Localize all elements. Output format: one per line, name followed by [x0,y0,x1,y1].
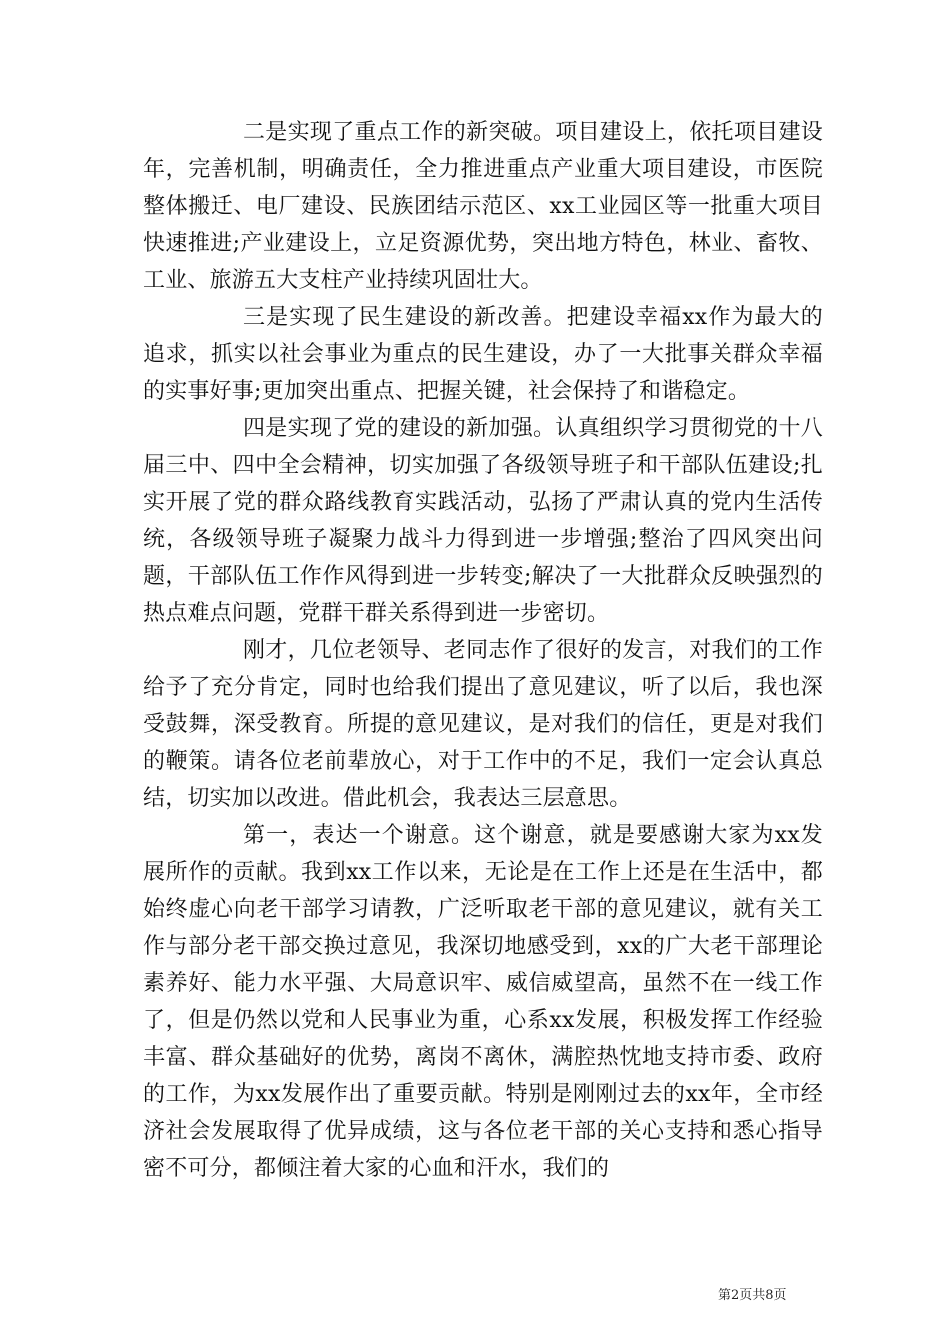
paragraph-key-work: 二是实现了重点工作的新突破。项目建设上，依托项目建设年，完善机制，明确责任，全力推进重点产业重大项目建设，市医院整体搬迁、电厂建设、民族团结示范区、xx工业园区等一批重大项目快速推进;产业建设上，立足资源优势，突出地方特色，林业、畜牧、工业、旅游五大支柱产业持续巩固壮大。 [143,120,823,293]
paragraph-feedback: 刚才，几位老领导、老同志作了很好的发言，对我们的工作给予了充分肯定，同时也给我们提出了意见建议，听了以后，我也深受鼓舞，深受教育。所提的意见建议，是对我们的信任，更是对我们的鞭策。请各位老前辈放心，对于工作中的不足，我们一定会认真总结，切实加以改进。借此机会，我表达三层意思。 [143,638,823,811]
paragraph-party-building: 四是实现了党的建设的新加强。认真组织学习贯彻党的十八届三中、四中全会精神，切实加强了各级领导班子和干部队伍建设;扎实开展了党的群众路线教育实践活动，弘扬了严肃认真的党内生活传统，各级领导班子凝聚力战斗力得到进一步增强;整治了四风突出问题，干部队伍工作作风得到进一步转变;解决了一大批群众反映强烈的热点难点问题，党群干群关系得到进一步密切。 [143,416,823,626]
paragraph-livelihood: 三是实现了民生建设的新改善。把建设幸福xx作为最大的追求，抓实以社会事业为重点的民生建设，办了一大批事关群众幸福的实事好事;更加突出重点、把握关键，社会保持了和谐稳定。 [143,305,823,404]
page-number: 第2页共8页 [718,1288,787,1303]
paragraph-gratitude: 第一，表达一个谢意。这个谢意，就是要感谢大家为xx发展所作的贡献。我到xx工作以来，无论是在工作上还是在生活中，都始终虚心向老干部学习请教，广泛听取老干部的意见建议，就有关工作与部分老干部交换过意见，我深切地感受到，xx的广大老干部理论素养好、能力水平强、大局意识牢、威信威望高，虽然不在一线工作了，但是仍然以党和人民事业为重，心系xx发展，积极发挥工作经验丰富、群众基础好的优势，离岗不离休，满腔热忱地支持市委、政府的工作，为xx发展作出了重要贡献。特别是刚刚过去的xx年，全市经济社会发展取得了优异成绩，这与各位老干部的关心支持和悉心指导密不可分，都倾注着大家的心血和汗水，我们的 [143,823,823,1181]
document-body [143,114,823,1187]
